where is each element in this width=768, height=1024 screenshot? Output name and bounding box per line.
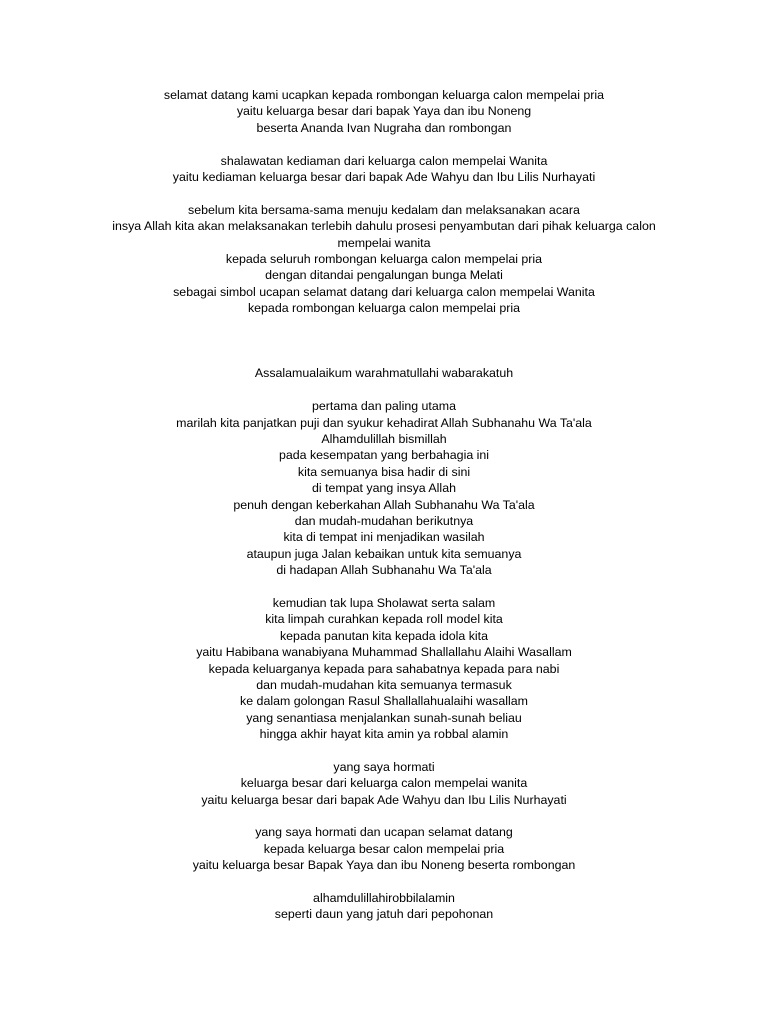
text-line: kepada rombongan keluarga calon mempelai pria — [247, 301, 521, 316]
paragraph-spacer — [0, 808, 768, 824]
paragraph-respect-groom — [0, 824, 768, 873]
text-line: seperti daun yang jatuh dari pepohonan — [274, 907, 494, 922]
text-line: penuh dengan keberkahan Allah Subhanahu Wa Ta'ala — [233, 497, 535, 512]
text-line: kita semuanya bisa hadir di sini — [297, 464, 471, 479]
text-line: beserta Ananda Ivan Nugraha dan rombongan — [256, 120, 512, 135]
text-line: kepada seluruh rombongan keluarga calon mempelai pria — [225, 251, 543, 266]
paragraph-spacer — [0, 742, 768, 758]
text-line: insya Allah kita akan melaksanakan terlebih dahulu prosesi penyambutan dari pihak keluarga calon — [112, 219, 656, 234]
text-line: yaitu Habibana wanabiyana Muhammad Shallallahu Alaihi Wasallam — [196, 645, 572, 660]
text-line: di hadapan Allah Subhanahu Wa Ta'ala — [276, 563, 492, 578]
text-line: pada kesempatan yang berbahagia ini — [278, 448, 490, 463]
paragraph-closing — [0, 890, 768, 923]
text-line: dan mudah-mudahan berikutnya — [294, 513, 474, 528]
text-line: kepada panutan kita kepada idola kita — [279, 628, 489, 643]
text-line: pertama dan paling utama — [312, 399, 456, 414]
text-line: kepada keluarganya kepada para sahabatnya kepada para nabi — [208, 661, 560, 676]
paragraph-spacer — [0, 136, 768, 152]
text-line: Alhamdulillah bismillah — [321, 432, 447, 447]
text-line: yaitu kediaman keluarga besar dari bapak Ade Wahyu dan Ibu Lilis Nurhayati — [172, 169, 596, 184]
paragraph-praise — [0, 398, 768, 578]
text-line: sebelum kita bersama-sama menuju kedalam dan melaksanakan acara — [188, 202, 580, 217]
text-line: yang senantiasa menjalankan sunah-sunah beliau — [246, 710, 522, 725]
text-line: yaitu keluarga besar dari bapak Yaya dan ibu Noneng — [236, 104, 532, 119]
paragraph-spacer — [0, 874, 768, 890]
document-page — [0, 87, 768, 923]
paragraph-welcome — [0, 87, 768, 136]
paragraph-respect-bride — [0, 759, 768, 808]
text-line: dengan ditandai pengalungan bunga Melati — [265, 268, 503, 283]
text-line: hingga akhir hayat kita amin ya robbal alamin — [259, 727, 509, 742]
paragraph-procession — [0, 202, 768, 317]
paragraph-residence — [0, 153, 768, 186]
text-line: selamat datang kami ucapkan kepada rombongan keluarga calon mempelai pria — [163, 88, 605, 102]
text-line: alhamdulillahirobbilalamin — [313, 890, 455, 905]
text-line: kemudian tak lupa Sholawat serta salam — [272, 595, 496, 610]
text-line: yang saya hormati dan ucapan selamat datang — [255, 825, 513, 840]
text-line: Assalamualaikum warahmatullahi wabarakatuh — [254, 366, 514, 381]
text-line: yaitu keluarga besar dari bapak Ade Wahyu dan Ibu Lilis Nurhayati — [201, 792, 567, 807]
paragraph-spacer — [0, 382, 768, 398]
text-line: yaitu keluarga besar Bapak Yaya dan ibu Noneng beserta rombongan — [192, 858, 576, 873]
text-line: ke dalam golongan Rasul Shallallahualaihi wasallam — [240, 694, 528, 709]
paragraph-spacer — [0, 579, 768, 595]
text-line: shalawatan kediaman dari keluarga calon mempelai Wanita — [220, 153, 548, 168]
text-line: mempelai wanita — [337, 235, 431, 250]
text-line: kita di tempat ini menjadikan wasilah — [283, 530, 485, 545]
text-line: dan mudah-mudahan kita semuanya termasuk — [256, 677, 512, 692]
section-spacer — [0, 316, 768, 365]
paragraph-greeting — [0, 365, 768, 381]
text-line: kepada keluarga besar calon mempelai pria — [263, 841, 505, 856]
text-line: ataupun juga Jalan kebaikan untuk kita semuanya — [246, 546, 522, 561]
text-line: di tempat yang insya Allah — [312, 481, 456, 496]
text-line: sebagai simbol ucapan selamat datang dari keluarga calon mempelai Wanita — [173, 284, 595, 299]
paragraph-spacer — [0, 185, 768, 201]
text-line: marilah kita panjatkan puji dan syukur kehadirat Allah Subhanahu Wa Ta'ala — [176, 415, 592, 430]
paragraph-sholawat — [0, 595, 768, 743]
text-line: yang saya hormati — [333, 759, 435, 774]
text-line: keluarga besar dari keluarga calon mempelai wanita — [240, 776, 528, 791]
text-line: kita limpah curahkan kepada roll model kita — [265, 612, 503, 627]
